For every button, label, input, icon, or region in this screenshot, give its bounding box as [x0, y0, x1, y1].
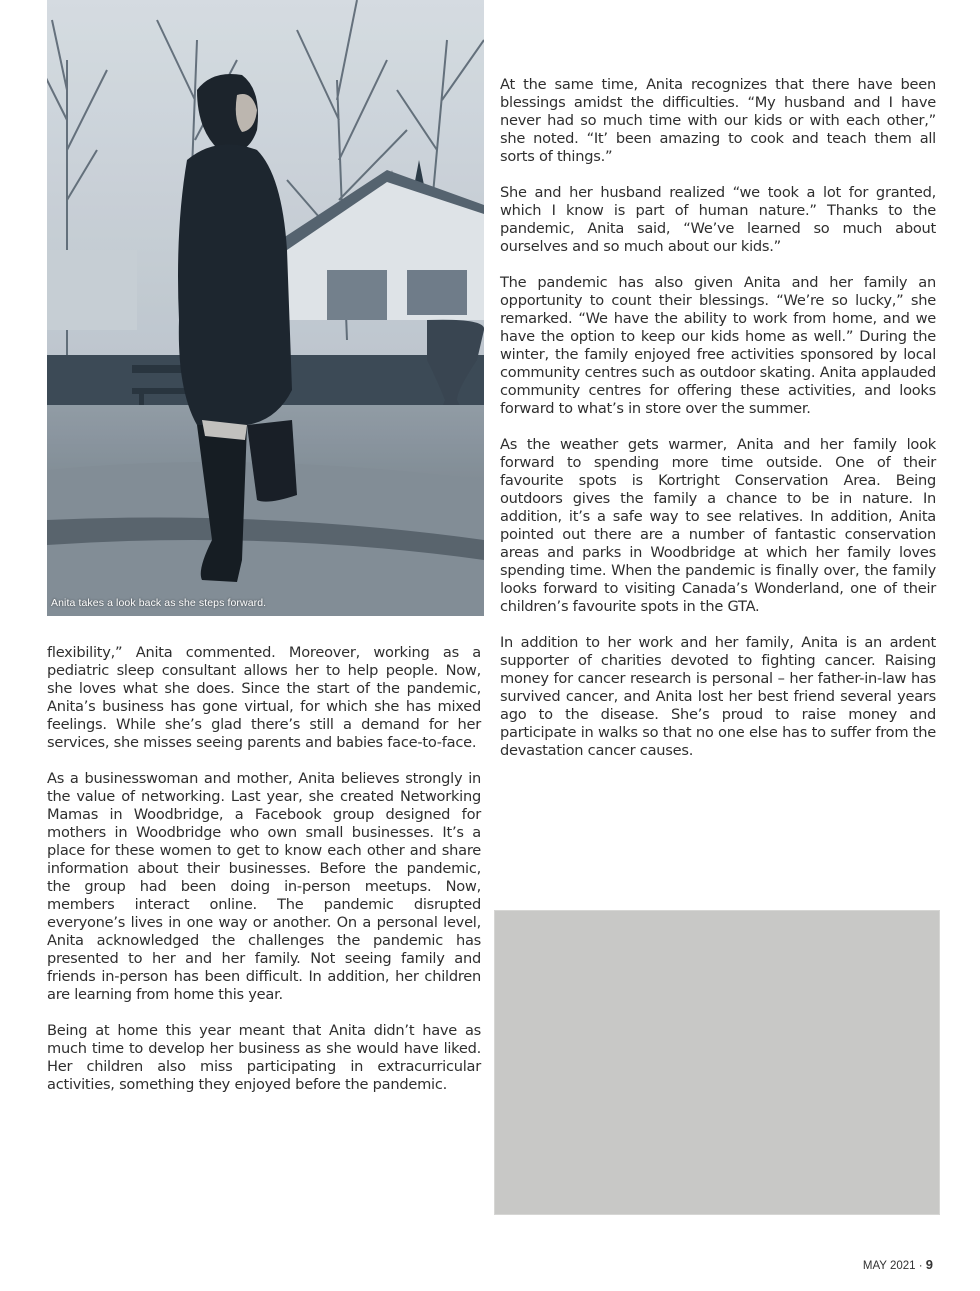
paragraph: At the same time, Anita recognizes that there have been blessings amidst the difficulties. “My husband and I have never had so much time with our kids or with each other,” she noted. “It’ been amazing to cook and teach them all sorts of things.” [500, 76, 936, 165]
paragraph: flexibility,” Anita commented. Moreover, working as a pediatric sleep consultant allows her to help people. Now, she loves what she does. Since the start of the pandemic, Anita’s business has gone virtual, for which she has mixed feelings. While she’s glad there’s still a demand for her services, she misses seeing parents and babies face-to-face. [47, 644, 481, 751]
article-photo [47, 0, 484, 616]
paragraph: As the weather gets warmer, Anita and her family look forward to spending more time outside. One of their favourite spots is Kortright Conservation Area. Being outdoors gives the family a chance to be in nature. In addition, it’s a safe way to see relatives. In addition, Anita pointed out there are a number of fantastic conservation areas and parks in Woodbridge at which her family loves spending time. When the pandemic is finally over, the family looks forward to visiting Canada’s Wonderland, one of their children’s favourite spots in the GTA. [500, 436, 936, 615]
issue-date: MAY 2021 · [862, 1260, 923, 1272]
paragraph: She and her husband realized “we took a lot for granted, which I know is part of human nature.” Thanks to the pandemic, Anita said, “We’ve learned so much about ourselves and so much about our kids.” [500, 184, 936, 255]
right-column [500, 76, 936, 778]
left-column [47, 644, 481, 1112]
paragraph: In addition to her work and her family, Anita is an ardent supporter of charities devoted to fighting cancer. Raising money for cancer research is personal – her father-in-law has survived cancer, and Anita lost her best friend several years ago to the disease. She’s proud to raise money and participate in walks so that no one else has to suffer from the devastation cancer causes. [500, 634, 936, 759]
paragraph: As a businesswoman and mother, Anita believes strongly in the value of networking. Last year, she created Networking Mamas in Woodbridge, a Facebook group designed for mothers in Woodbridge who own small businesses. It’s a place for these women to get to know each other and share information about their businesses. Before the pandemic, the group had been doing in-person meetups. Now, members interact online. The pandemic disrupted everyone’s lives in one way or another. On a personal level, Anita acknowledged the challenges the pandemic has presented to her and her family. Not seeing family and friends in-person has been difficult. In addition, her children are learning from home this year. [47, 770, 481, 1003]
page-folio [863, 1257, 933, 1272]
woman-in-garden-image [47, 0, 484, 616]
page-number: 9 [925, 1257, 933, 1272]
paragraph: The pandemic has also given Anita and her family an opportunity to count their blessings. “We’re so lucky,” she remarked. “We have the ability to work from home, and we have the option to keep our kids home as well.” During the winter, the family enjoyed free activities sponsored by local community centres such as outdoor skating. Anita applauded community centres for offering these activities, and looks forward to what’s in store over the summer. [500, 274, 936, 417]
paragraph: Being at home this year meant that Anita didn’t have as much time to develop her business as she would have liked. Her children also miss participating in extracurricular activities, something they enjoyed before the pandemic. [47, 1022, 481, 1093]
ad-placeholder-box [494, 910, 940, 1215]
photo-caption: Anita takes a look back as she steps forward. [51, 597, 267, 609]
